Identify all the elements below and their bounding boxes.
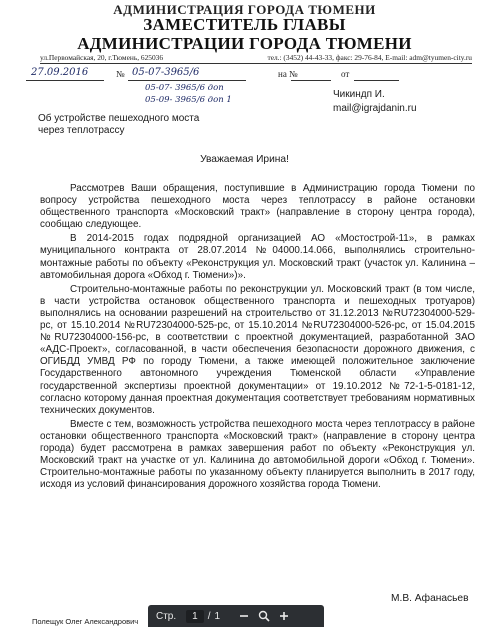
official-org: АДМИНИСТРАЦИИ ГОРОДА ТЮМЕНИ <box>77 34 412 53</box>
official-title: ЗАМЕСТИТЕЛЬ ГЛАВЫ <box>143 15 346 34</box>
postal-address: ул.Первомайская, 20, г.Тюмень, 625036 <box>40 53 164 62</box>
letter-body <box>40 183 475 493</box>
plus-icon <box>278 610 290 622</box>
page-separator: / <box>207 610 211 622</box>
handwritten-note-2: 05-09- 3965/6 доп 1 <box>145 95 232 105</box>
page-label: Стр. <box>156 610 177 622</box>
recipient-name: Чикиндп И. <box>333 89 385 100</box>
org-name: АДМИНИСТРАЦИЯ ГОРОДА ТЮМЕНИ <box>113 2 376 17</box>
zoom-button[interactable] <box>254 606 274 626</box>
signatory-name: М.В. Афанасьев <box>391 593 469 604</box>
zoom-out-button[interactable] <box>234 606 254 626</box>
registration-number: 05-07-3965/6 <box>132 67 200 78</box>
paragraph: Строительно-монтажные работы по реконструкции ул. Московский тракт (в том числе, в части устройства остановок общественного транспорта и пешеходных тротуаров) выполнялись на основании разрешений на строительство от 31.12.2013 №RU72304000-529-рс, от 15.10.2014 №RU72304000-525-рс, от 15.10.2014 №RU72304000-526-рс, от 15.04.2015 №RU72304000-156-рс, в соответствии с проектной документацией, разработанной ЗАО «АДС-Проект», согласованной, в части обеспечения безопасности дорожного движения, с ОГИБДД УМВД РФ по городу Тюмени, а также имеющей положительное заключение Государственного автономного учреждения Тюменской области «Управление государственной экспертизы проектной документации» от 19.10.2012 №72-1-5-0181-12, согласно которому данная проектная документация соответствует требованиям нормативных технических документов. <box>40 283 475 416</box>
minus-icon <box>238 610 250 622</box>
number-underline <box>128 80 246 81</box>
reference-date-label: от <box>341 69 350 79</box>
executor-name: Полещук Олег Александрович <box>32 617 139 626</box>
paragraph: Рассмотрев Ваши обращения, поступившие в Администрацию города Тюмени по вопросу устройства пешеходного моста через теплотрассу в районе остановки общественного транспорта «Московский тракт» (направление в сторону центра города), сообщаю следующее. <box>40 183 475 231</box>
paragraph: В 2014-2015 годах подрядной организацией АО «Мостострой-11», в рамках муниципального контракта от 28.07.2014 №04000.14.066, выполнялись строительно-монтажные работы по объекту «Реконструкция ул. Московский тракт (участок ул. Калинина – автомобильная дорога «Обход г. Тюмени»)». <box>40 233 475 281</box>
zoom-in-button[interactable] <box>274 606 294 626</box>
registration-date: 27.09.2016 <box>31 67 89 78</box>
reference-date-underline <box>354 80 399 81</box>
total-pages: 1 <box>214 610 221 622</box>
number-label: № <box>116 69 125 79</box>
paragraph: Вместе с тем, возможность устройства пешеходного моста через теплотрассу в районе остановки общественного транспорта «Московский тракт» (направление в сторону центра города) будет рассмотрена в рамках завершения работ по объекту «Реконструкция ул. Московский тракт на участке от ул. Калинина до автомобильной дороги «Обход г. Тюмени». Строительно-монтажные работы по указанному объекту планируется выполнить в 2017 году, исходя из условий финансирования дорожного хозяйства города Тюмени. <box>40 418 475 491</box>
address-line <box>40 53 472 64</box>
recipient-email: mail@igrajdanin.ru <box>333 103 417 114</box>
reference-number-label: на № <box>278 69 298 79</box>
pdf-toolbar <box>148 605 324 627</box>
date-underline <box>26 80 104 81</box>
contact-info: тел.: (3452) 44-43-33, факс: 29-76-84, E-mail: adm@tyumen-city.ru <box>267 53 472 62</box>
zoom-icon <box>258 610 270 622</box>
page-number-input[interactable]: 1 <box>186 610 204 623</box>
reference-underline <box>291 80 331 81</box>
handwritten-note-1: 05-07- 3965/6 доп <box>145 83 224 93</box>
letter-subject: Об устройстве пешеходного моста через теплотрассу <box>38 113 200 136</box>
registration-row <box>26 69 386 83</box>
greeting: Уважаемая Ирина! <box>200 154 289 165</box>
recipient-block <box>333 88 417 116</box>
